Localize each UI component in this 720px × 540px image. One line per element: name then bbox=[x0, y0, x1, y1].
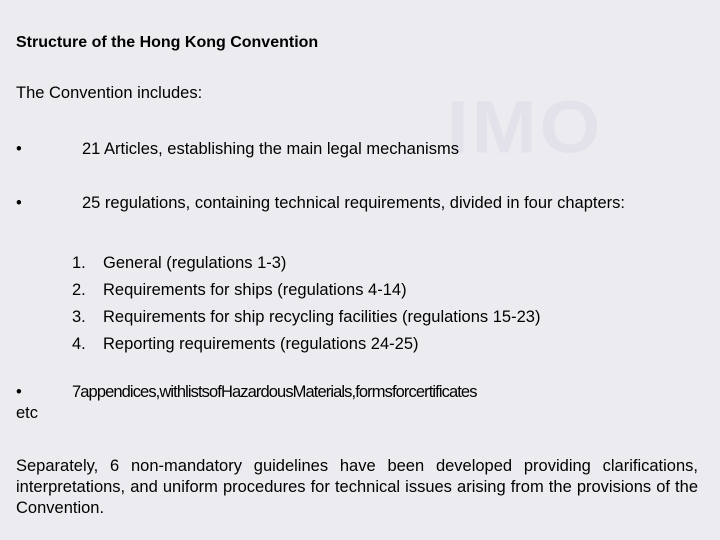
closing-paragraph: Separately, 6 non-mandatory guidelines have been developed providing clarifications, interpretations, and uniform procedures for technical issues arising from the provisions of the Convention. bbox=[16, 457, 698, 517]
bullet-appendices-continuation: etc bbox=[16, 404, 39, 422]
list-item-text: Requirements for ships (regulations 4-14) bbox=[103, 281, 407, 299]
bullet-articles: 21 Articles, establishing the main legal mechanisms bbox=[82, 140, 459, 158]
list-item bbox=[72, 304, 540, 331]
list-item bbox=[72, 331, 540, 358]
bullet-icon: • bbox=[16, 194, 22, 212]
list-item-number: 3. bbox=[72, 308, 86, 326]
intro-text: The Convention includes: bbox=[16, 84, 203, 102]
list-item-number: 2. bbox=[72, 281, 86, 299]
bullet-icon: • bbox=[16, 140, 22, 158]
list-item-text: General (regulations 1-3) bbox=[103, 254, 287, 272]
bullet-regulations bbox=[16, 193, 676, 214]
list-item-number: 1. bbox=[72, 254, 86, 272]
list-item-text: Requirements for ship recycling facilities (regulations 15-23) bbox=[103, 308, 541, 326]
list-item-text: Reporting requirements (regulations 24-25) bbox=[103, 335, 419, 353]
slide-title: Structure of the Hong Kong Convention bbox=[16, 34, 319, 51]
bullet-regulations-text: 25 regulations, containing technical requirements, divided in four chapters: bbox=[82, 194, 625, 212]
chapter-list bbox=[72, 250, 540, 358]
bullet-appendices: 7appendices,withlistsofHazardousMaterials,formsforcertificates bbox=[72, 383, 477, 401]
bullet-icon: • bbox=[16, 383, 22, 401]
watermark-text: IMO bbox=[447, 85, 604, 169]
list-item-number: 4. bbox=[72, 335, 86, 353]
list-item bbox=[72, 250, 540, 277]
list-item bbox=[72, 277, 540, 304]
